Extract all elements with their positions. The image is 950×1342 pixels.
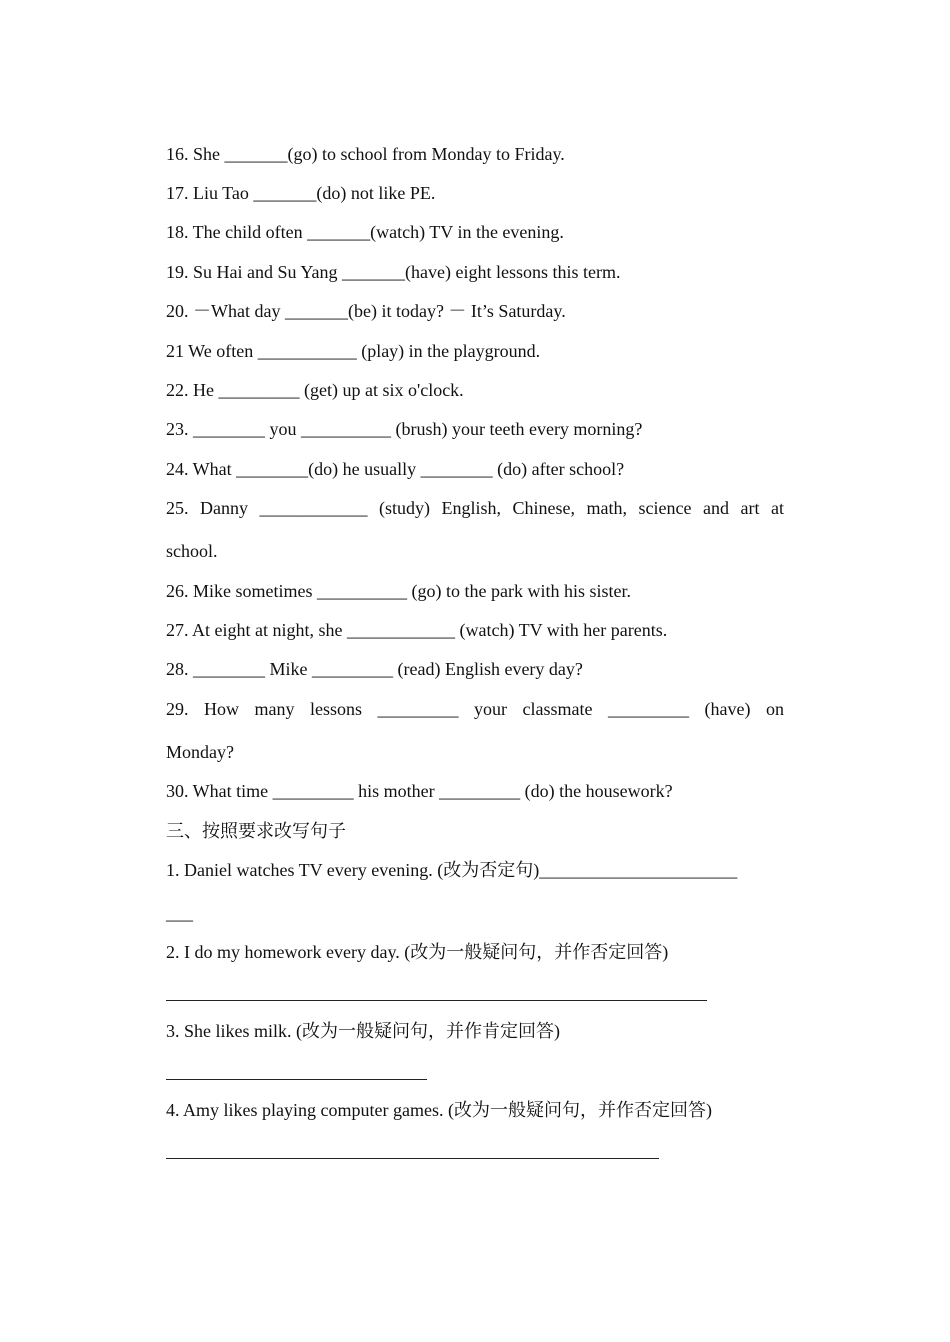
question-29: 29. How many lessons _________ your classmate _________ (have) on	[166, 699, 784, 719]
rewrite-3: 3. She likes milk. (改为一般疑问句，并作肯定回答)	[166, 1021, 560, 1041]
question-27: 27. At eight at night, she ____________ (watch) TV with her parents.	[166, 620, 668, 640]
question-23: 23. ________ you __________ (brush) your teeth every morning?	[166, 419, 643, 439]
question-21: 21 We often ___________ (play) in the playground.	[166, 341, 541, 361]
answer-line-4	[166, 1158, 659, 1159]
question-29-continued: Monday?	[166, 742, 234, 762]
question-16: 16. She _______(go) to school from Monday to Friday.	[166, 144, 565, 164]
answer-line-3	[166, 1079, 427, 1080]
question-25: 25. Danny ____________ (study) English, Chinese, math, science and art at	[166, 498, 784, 518]
question-24: 24. What ________(do) he usually ________ (do) after school?	[166, 459, 625, 479]
question-18: 18. The child often _______(watch) TV in the evening.	[166, 222, 564, 242]
question-20: 20. －What day _______(be) it today? － It’s Saturday.	[166, 301, 566, 321]
question-25-continued: school.	[166, 541, 218, 561]
question-22: 22. He _________ (get) up at six o'clock.	[166, 380, 464, 400]
question-26: 26. Mike sometimes __________ (go) to the park with his sister.	[166, 581, 631, 601]
rewrite-2: 2. I do my homework every day. (改为一般疑问句，并作否定回答)	[166, 942, 669, 962]
rewrite-1-continued: ___	[166, 903, 193, 923]
rewrite-1: 1. Daniel watches TV every evening. (改为否定句)______________________	[166, 860, 738, 880]
rewrite-4: 4. Amy likes playing computer games. (改为一般疑问句，并作否定回答)	[166, 1100, 712, 1120]
section-title: 三、按照要求改写句子	[166, 821, 346, 841]
question-28: 28. ________ Mike _________ (read) English every day?	[166, 659, 583, 679]
question-19: 19. Su Hai and Su Yang _______(have) eight lessons this term.	[166, 262, 621, 282]
question-17: 17. Liu Tao _______(do) not like PE.	[166, 183, 436, 203]
answer-line-2	[166, 1000, 707, 1001]
question-30: 30. What time _________ his mother _________ (do) the housework?	[166, 781, 673, 801]
